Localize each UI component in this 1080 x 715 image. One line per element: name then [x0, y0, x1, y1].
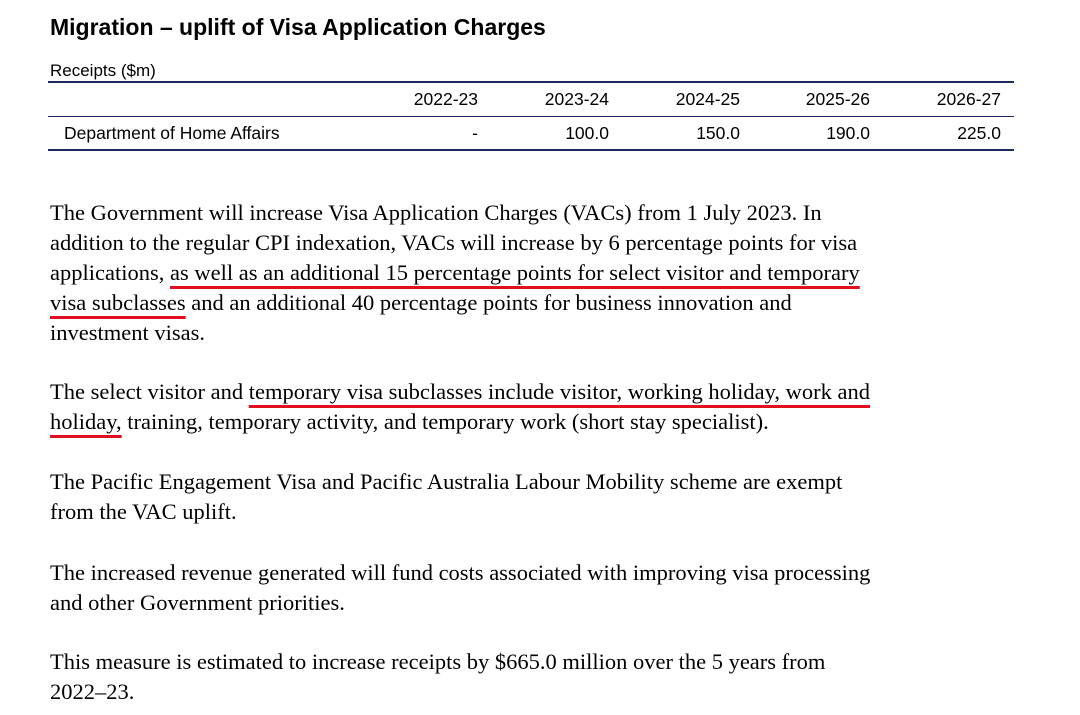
- column-header-2026-27: 2026-27: [936, 89, 1001, 109]
- highlighted-text: as well as an additional 15 percentage points for select visitor and temporary: [169, 260, 860, 285]
- value-2025-26: 190.0: [826, 123, 870, 143]
- text-line: The Pacific Engagement Visa and Pacific Australia Labour Mobility scheme are exempt: [50, 469, 843, 494]
- paragraph-estimate: [50, 647, 1050, 707]
- text-span: The select visitor and: [50, 379, 249, 404]
- text-line: from the VAC uplift.: [50, 499, 237, 524]
- text-line: [50, 258, 1050, 288]
- document-title: Migration – uplift of Visa Application Charges: [50, 14, 546, 40]
- column-header-2023-24: 2023-24: [544, 89, 609, 109]
- value-2026-27: 225.0: [957, 123, 1001, 143]
- column-header-2024-25: 2024-25: [675, 89, 740, 109]
- value-2023-24: 100.0: [565, 123, 609, 143]
- text-span: applications,: [50, 260, 170, 285]
- text-line: investment visas.: [50, 320, 205, 345]
- text-line: and other Government priorities.: [50, 590, 345, 615]
- text-span: and an additional 40 percentage points for business innovation and: [185, 290, 792, 315]
- paragraph-vac-increase: [50, 198, 1050, 348]
- column-header-2025-26: 2025-26: [805, 89, 870, 109]
- table-caption: Receipts ($m): [50, 61, 156, 80]
- highlighted-text: holiday,: [50, 409, 122, 434]
- text-line: The Government will increase Visa Application Charges (VACs) from 1 July 2023. In: [50, 200, 822, 225]
- text-line: [50, 288, 1050, 318]
- text-line: [50, 407, 1050, 437]
- table-header-rule: [48, 116, 1014, 117]
- text-line: This measure is estimated to increase receipts by $665.0 million over the 5 years from: [50, 649, 826, 674]
- value-2024-25: 150.0: [696, 123, 740, 143]
- table-bottom-rule: [48, 149, 1014, 151]
- highlighted-text: visa subclasses: [50, 290, 186, 315]
- paragraph-exemptions: [50, 467, 1050, 527]
- value-2022-23: -: [472, 123, 478, 143]
- table-top-rule: [48, 81, 1014, 83]
- text-line: addition to the regular CPI indexation, VACs will increase by 6 percentage points for visa: [50, 230, 858, 255]
- text-line: The increased revenue generated will fund costs associated with improving visa processing: [50, 560, 871, 585]
- text-line: 2022–23.: [50, 679, 135, 704]
- paragraph-visa-subclasses: [50, 377, 1050, 437]
- column-header-2022-23: 2022-23: [413, 89, 478, 109]
- paragraph-revenue-use: [50, 558, 1050, 618]
- row-label: Department of Home Affairs: [64, 123, 280, 143]
- text-span: training, temporary activity, and temporary work (short stay specialist).: [121, 409, 769, 434]
- text-line: [50, 377, 1050, 407]
- highlighted-text: temporary visa subclasses include visitor, working holiday, work and: [248, 379, 870, 404]
